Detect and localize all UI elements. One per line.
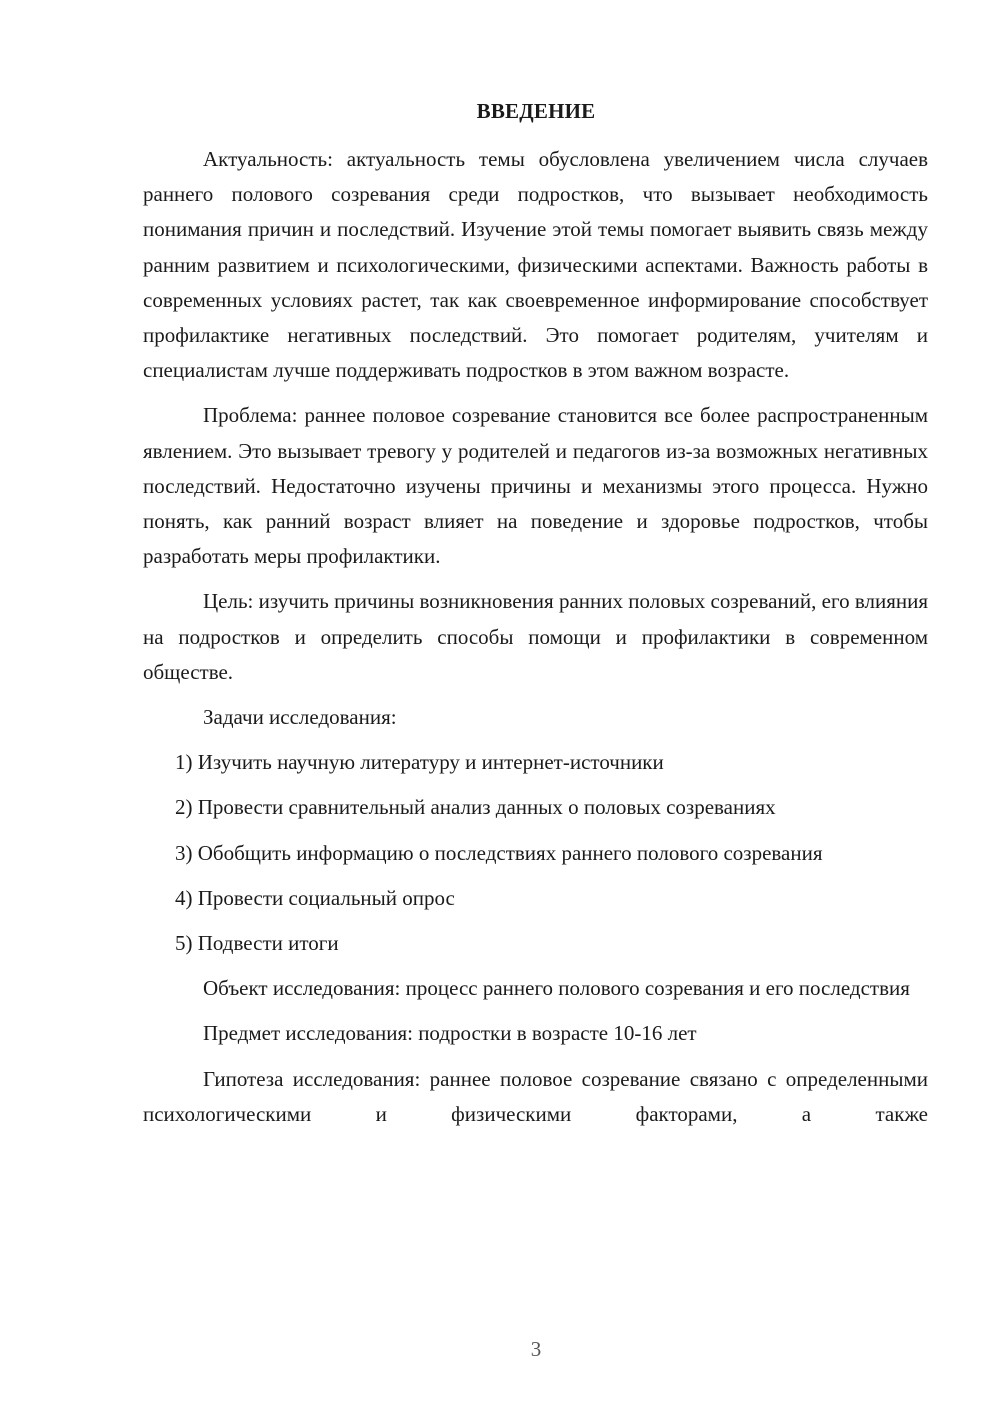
task-item-2: 2) Провести сравнительный анализ данных о половых созреваниях <box>175 795 776 820</box>
paragraph-relevance: Актуальность: актуальность темы обусловлена увеличением числа случаев раннего полового созревания среди подростков, что вызывает необходимость понимания причин и последствий. Изучение этой темы помогает выявить связь между ранним развитием и психологическими, физическими аспектами. Важность работы в современных условиях растет, так как своевременное информирование способствует профилактике негативных последствий. Это помогает родителям, учителям и специалистам лучше поддерживать подростков в этом важном возрасте. <box>143 147 928 383</box>
paragraph-subject: Предмет исследования: подростки в возрасте 10-16 лет <box>203 1021 697 1046</box>
paragraph-problem: Проблема: раннее половое созревание становится все более распространенным явлением. Это вызывает тревогу у родителей и педагогов из-за возможных негативных последствий. Недостаточно изучены причины и механизмы этого процесса. Нужно понять, как ранний возраст влияет на поведение и здоровье подростков, чтобы разработать меры профилактики. <box>143 403 928 569</box>
paragraph-object: Объект исследования: процесс раннего полового созревания и его последствия <box>203 976 910 1001</box>
task-item-1: 1) Изучить научную литературу и интернет-источники <box>175 750 664 775</box>
page-body <box>143 142 928 1142</box>
section-heading: ВВЕДЕНИЕ <box>476 99 596 123</box>
task-item-3: 3) Обобщить информацию о последствиях раннего полового созревания <box>175 840 823 865</box>
paragraph-hypothesis: Гипотеза исследования: раннее половое созревание связано с определенными психологическими и физическими факторами, а также <box>143 1066 928 1126</box>
tasks-heading: Задачи исследования: <box>203 705 397 730</box>
task-item-4: 4) Провести социальный опрос <box>175 885 455 910</box>
page-number: 3 <box>530 1337 542 1361</box>
task-item-5: 5) Подвести итоги <box>175 931 339 956</box>
paragraph-goal: Цель: изучить причины возникновения ранних половых созреваний, его влияния на подростков и определить способы помощи и профилактики в современном обществе. <box>143 589 928 684</box>
